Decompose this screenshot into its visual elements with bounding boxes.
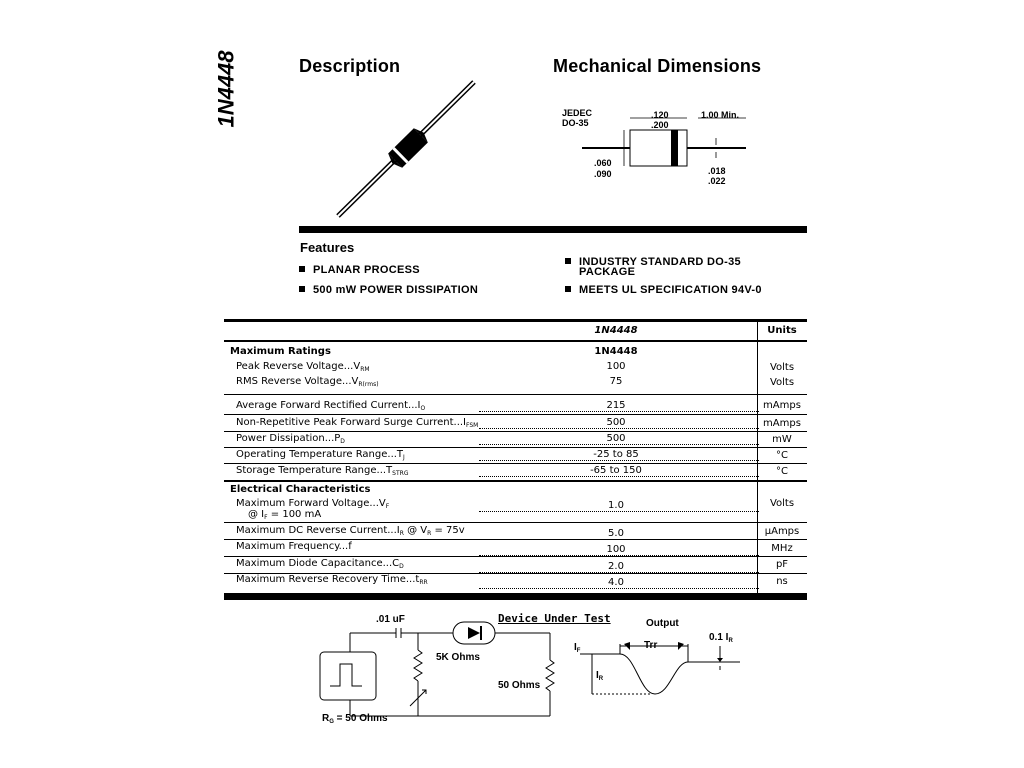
trr-label: Trr <box>644 640 658 651</box>
feature-item: 500 mW POWER DISSIPATION <box>299 284 478 296</box>
dim-dia-max: .090 <box>594 169 612 179</box>
generator-resistance-label: $R_G = 50$ Ohms <box>322 713 388 725</box>
mechanical-drawing <box>556 100 796 190</box>
dim-body-max: .200 <box>651 120 669 130</box>
resistor-5k-label: 5K Ohms <box>436 652 480 663</box>
row-label: Maximum Diode $Capacitance...C_D$ <box>236 558 404 570</box>
section-part-number: 1N4448 <box>594 346 638 357</box>
row-label: Non-Repetitive Peak Forward Surge $Current...I_{FSM}$ <box>236 417 479 429</box>
row-unit: Volts <box>769 377 795 388</box>
row-unit: MHz <box>771 543 793 554</box>
row-value: 100 <box>606 361 626 372</box>
row-unit: µAmps <box>764 526 800 537</box>
row-rule <box>224 447 807 448</box>
row-rule <box>224 539 807 540</box>
row-value: 215 <box>536 400 696 411</box>
specifications-table <box>224 319 807 601</box>
row-value: 2.0 <box>536 561 696 572</box>
header-rule <box>224 340 807 342</box>
table-bottom-rule <box>224 593 807 600</box>
capacitor-label: .01 uF <box>376 614 405 625</box>
row-unit: mAmps <box>763 418 801 429</box>
row-unit: pF <box>775 559 789 570</box>
row-value: 100 <box>536 544 696 555</box>
recovery-ratio-label: 0.1 $I_R$ <box>709 632 733 644</box>
row-label: Maximum Frequency...f <box>236 541 352 552</box>
row-value: 4.0 <box>536 577 696 588</box>
row-rule <box>224 431 807 432</box>
do35-label: DO-35 <box>562 118 589 128</box>
part-number-text: 1N4448 <box>213 50 239 128</box>
table-top-rule <box>224 319 807 322</box>
row-unit: mW <box>772 434 792 445</box>
column-header-units: Units <box>767 325 797 336</box>
reverse-current-label: $I_R$ <box>596 670 604 682</box>
column-header-part: 1N4448 <box>594 325 638 336</box>
feature-item: MEETS UL SPECIFICATION 94V-0 <box>565 284 762 296</box>
row-rule <box>224 394 807 395</box>
row-rule <box>224 522 807 523</box>
row-unit: ns <box>776 576 788 587</box>
row-value: 500 <box>536 417 696 428</box>
test-circuit <box>300 604 770 730</box>
diode-illustration <box>330 76 480 224</box>
jedec-label: JEDEC <box>562 108 593 118</box>
section-electrical-characteristics: Electrical Characteristics <box>230 484 371 495</box>
row-rule <box>224 556 807 557</box>
part-number-vertical <box>210 48 250 128</box>
row-condition: @ $I_F = 100$ mA <box>248 509 322 521</box>
mechanical-dimensions-title: Mechanical Dimensions <box>553 56 762 76</box>
dim-body-min: .120 <box>651 110 669 120</box>
row-label: Maximum Reverse Recovery $Time...t_{RR}$ <box>236 574 428 586</box>
row-rule <box>224 414 807 415</box>
device-under-test-label: Device Under Test <box>498 612 611 625</box>
resistor-50-label: 50 Ohms <box>498 680 541 691</box>
features-title: Features <box>300 240 355 255</box>
dim-lead-min: .018 <box>708 166 726 176</box>
row-unit: °C <box>776 466 788 477</box>
row-value: 75 <box>609 376 623 387</box>
row-label: Average Forward Rectified $Current...I_O$ <box>236 400 426 412</box>
row-label: Storage Temperature $Range...T_{STRG}$ <box>236 465 409 477</box>
row-label: Operating Temperature $Range...T_J$ <box>236 449 405 461</box>
feature-item: PLANAR PROCESS <box>299 264 420 276</box>
row-unit: °C <box>776 450 788 461</box>
row-unit: Volts <box>769 362 795 373</box>
row-rule <box>224 463 807 464</box>
row-unit: mAmps <box>763 400 801 411</box>
dim-lead-length: 1.00 Min. <box>701 110 740 120</box>
row-label: RMS Reverse $Voltage...V_{R(rms)}$ <box>236 376 379 388</box>
features-separator <box>299 226 807 233</box>
forward-current-label: $I_F$ <box>574 642 581 654</box>
section-maximum-ratings: Maximum Ratings <box>230 346 331 357</box>
row-unit: Volts <box>769 498 795 509</box>
row-value: 5.0 <box>536 528 696 539</box>
description-title: Description <box>299 56 401 76</box>
feature-item-continued: PACKAGE <box>579 266 636 278</box>
row-value: -25 to 85 <box>536 449 696 460</box>
row-value: 500 <box>536 433 696 444</box>
feature-item: INDUSTRY STANDARD DO-35 <box>565 256 741 268</box>
row-value: 1.0 <box>536 500 696 511</box>
row-label: Peak Reverse $Voltage...V_{RM}$ <box>236 361 370 373</box>
row-value: -65 to 150 <box>536 465 696 476</box>
row-label: Maximum DC Reverse $Current...I_R$ @ $V_R = 75v$ <box>236 525 465 537</box>
output-label: Output <box>646 618 679 629</box>
dim-lead-max: .022 <box>708 176 726 186</box>
row-label: Maximum Forward $Voltage...V_F$ <box>236 498 390 510</box>
row-label: Power $Dissipation...P_D$ <box>236 433 345 445</box>
dim-dia-min: .060 <box>594 158 612 168</box>
section-rule <box>224 480 807 482</box>
